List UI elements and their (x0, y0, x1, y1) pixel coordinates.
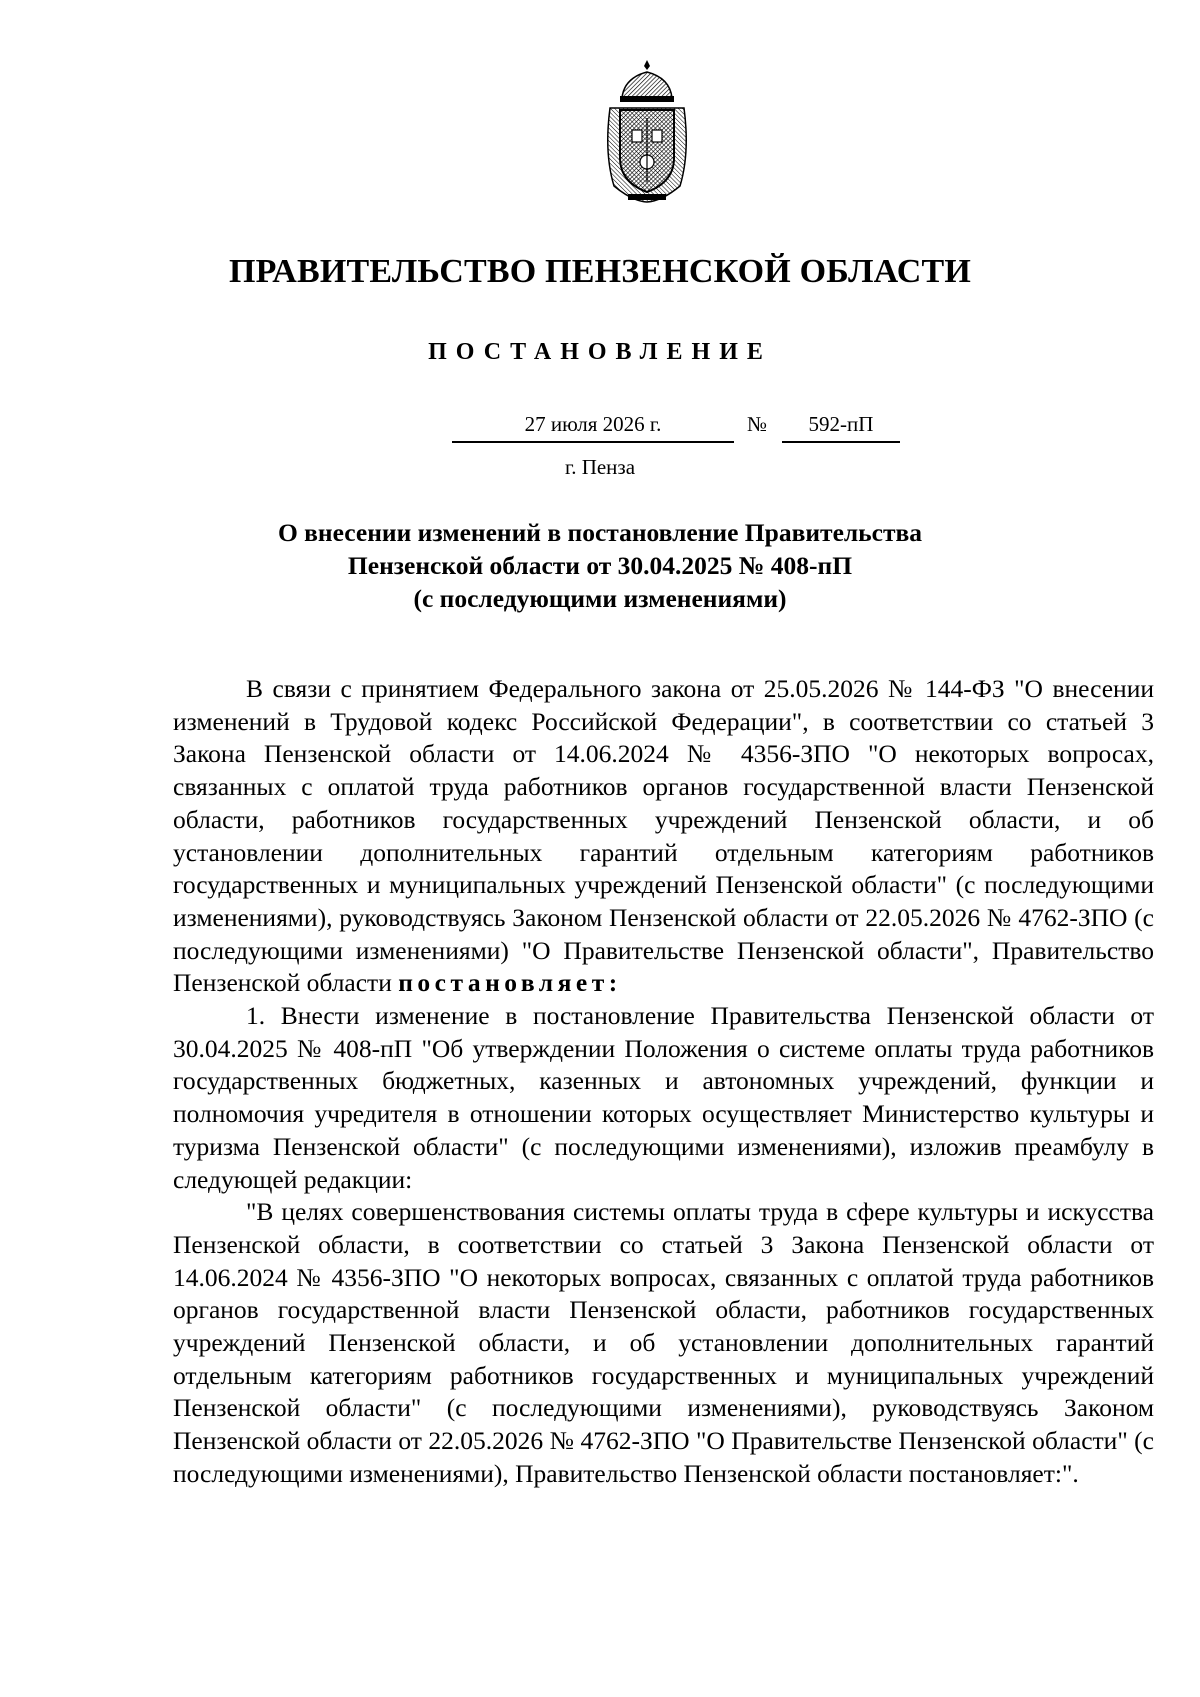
resolves-keyword: постановляет: (398, 968, 622, 998)
subject-line: О внесении изменений в постановление Правительства (277, 518, 923, 547)
document-date: 27 июля 2026 г. (452, 411, 734, 443)
organization-title: ПРАВИТЕЛЬСТВО ПЕНЗЕНСКОЙ ОБЛАСТИ (228, 253, 971, 290)
body-paragraph-preamble (173, 673, 1154, 1000)
subject-line: Пензенской области от 30.04.2025 № 408-пП (347, 551, 853, 580)
body-paragraph-new-preamble: "В целях совершенствования системы оплаты труда в сфере культуры и искусства Пензенской области, в соответствии со статьей 3 Закона Пензенской области от 14.06.2024 № 4356-ЗПО "О некоторых вопросах, связанных с оплатой труда работников органов государственной власти Пензенской области, работников государственных учреждений Пензенской области, и об установлении дополнительных гарантий отдельным категориям работников государственных и муниципальных учреждений Пензенской области" (с последующими изменениями), руководствуясь Законом Пензенской области от 22.05.2026 № 4762-ЗПО "О Правительстве Пензенской области" (с последующими изменениями), Правительство Пензенской области постановляет:". (173, 1197, 1154, 1488)
preamble-text: В связи с принятием Федерального закона от 25.05.2026 № 144-ФЗ "О внесении изменений в Трудовой кодекс Российской Федерации", в соответствии со статьей 3 Закона Пензенской области от 14.06.2024 № 4356-ЗПО "О некоторых вопросах, связанных с оплатой труда работников органов государственной власти Пензенской области, работников государственных учреждений Пензенской области, и об установлении дополнительных гарантий отдельным категориям работников государственных и муниципальных учреждений Пензенской области" (с последующими изменениями), руководствуясь Законом Пензенской области от 22.05.2026 № 4762-ЗПО (с последующими изменениями) "О Правительстве Пензенской области", Правительство Пензенской области (173, 674, 1154, 998)
document-city: г. Пенза (564, 455, 636, 479)
document-number: 592-пП (782, 411, 900, 443)
document-body (173, 673, 1154, 1491)
number-sign: № (747, 412, 768, 436)
subject-line: (с последующими изменениями) (413, 584, 787, 613)
document-type: ПОСТАНОВЛЕНИЕ (428, 339, 772, 365)
body-paragraph-item-1: 1. Внести изменение в постановление Правительства Пензенской области от 30.04.2025 № 408-пП "Об утверждении Положения о системе оплаты труда работников государственных бюджетных, казенных и автономных учреждений, функции и полномочия учредителя в отношении которых осуществляет Министерство культуры и туризма Пензенской области" (с последующими изменениями), изложив преамбулу в следующей редакции: (173, 1001, 1154, 1194)
coat-of-arms-emblem (602, 58, 692, 203)
document-subject (160, 516, 1040, 615)
